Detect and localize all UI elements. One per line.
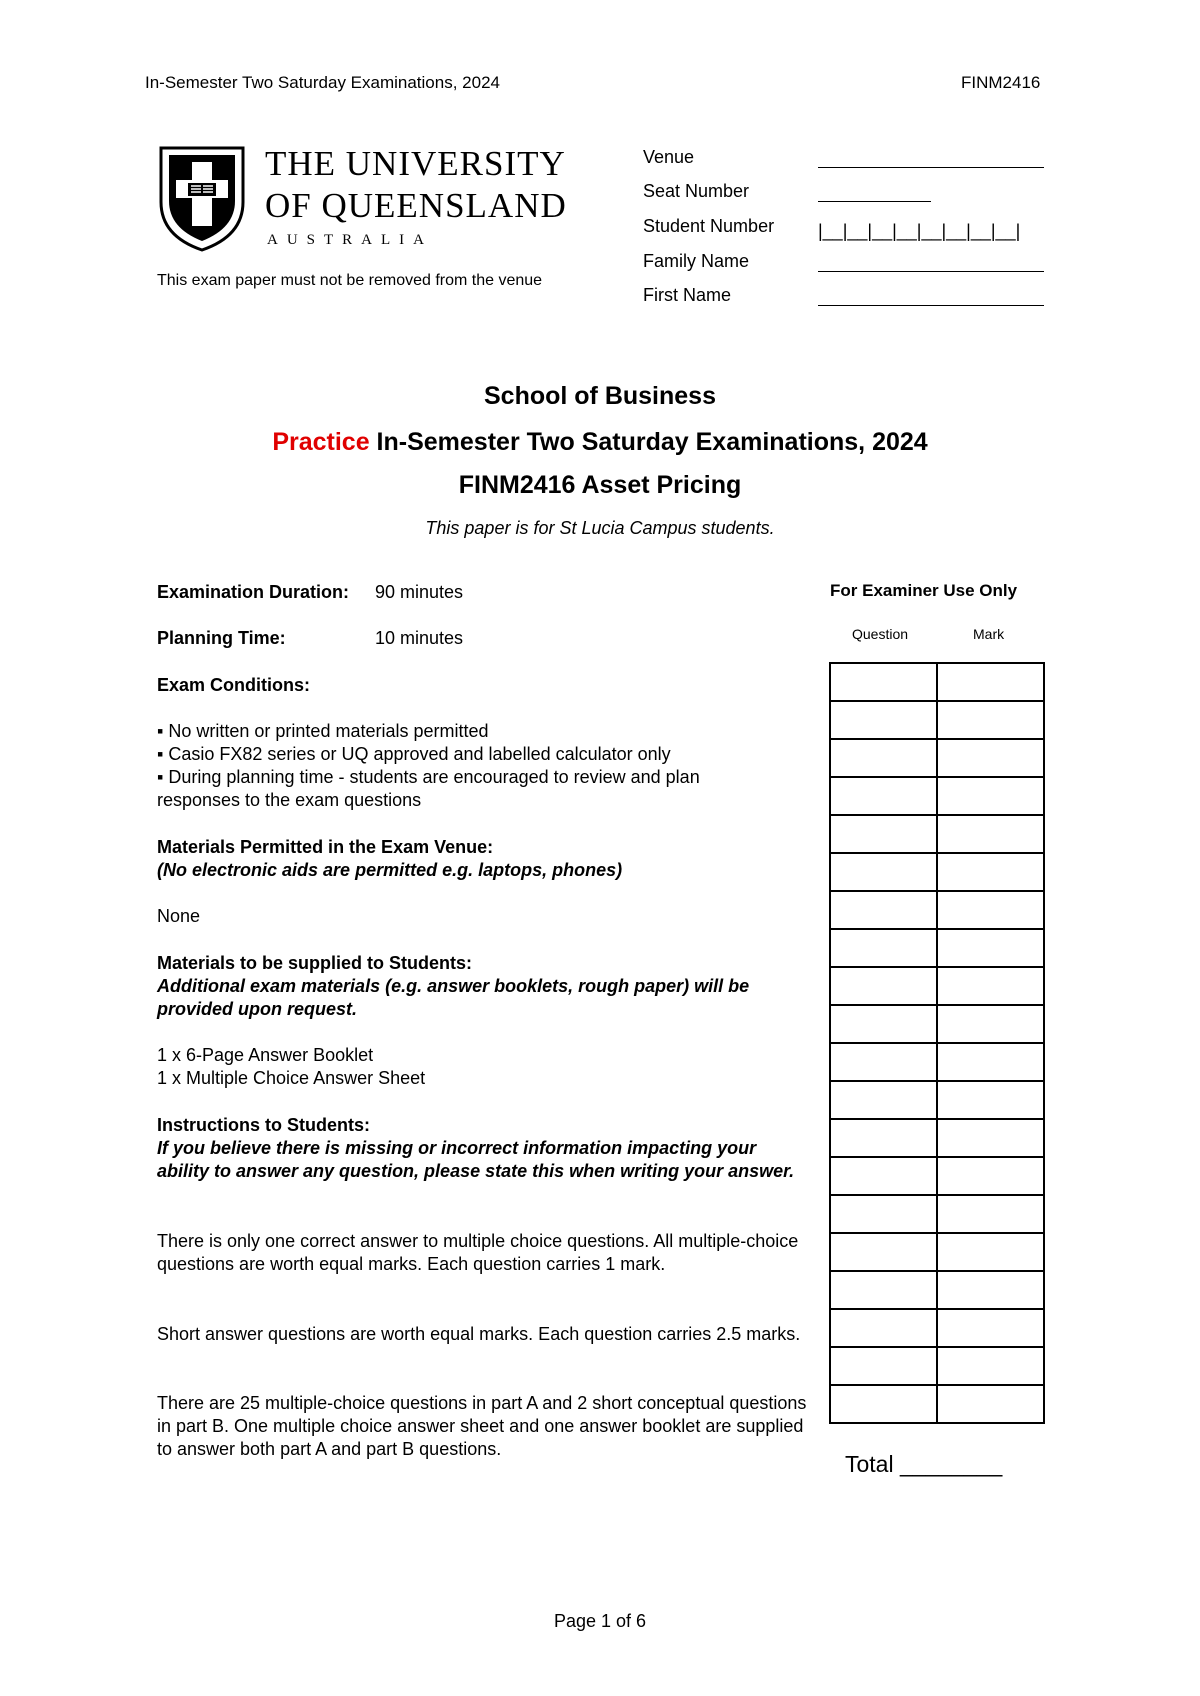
question-cell[interactable]	[830, 967, 937, 1005]
mark-cell[interactable]	[937, 929, 1044, 967]
question-cell[interactable]	[830, 1043, 937, 1081]
instructions-note: If you believe there is missing or incorrect information impacting your ability to answer any question, please state this when writing your answer.	[157, 1138, 795, 1181]
mark-cell[interactable]	[937, 1005, 1044, 1043]
mark-cell[interactable]	[937, 663, 1044, 701]
mark-cell[interactable]	[937, 1195, 1044, 1233]
supplied-note: Additional exam materials (e.g. answer booklets, rough paper) will be provided upon request.	[157, 976, 750, 1019]
table-row	[830, 663, 1044, 701]
total-field[interactable]: Total ________	[845, 1451, 1003, 1477]
table-row	[830, 891, 1044, 929]
table-row	[830, 1081, 1044, 1119]
mark-cell[interactable]	[937, 739, 1044, 777]
question-cell[interactable]	[830, 815, 937, 853]
table-row	[830, 1347, 1044, 1385]
mark-cell[interactable]	[937, 1233, 1044, 1271]
question-cell[interactable]	[830, 1233, 937, 1271]
table-row	[830, 1233, 1044, 1271]
mark-cell[interactable]	[937, 1309, 1044, 1347]
list-item: ▪ No written or printed materials permitted	[157, 721, 489, 741]
table-row	[830, 1271, 1044, 1309]
seat-number-field[interactable]	[818, 201, 931, 202]
marks-table	[829, 662, 1045, 1424]
table-row	[830, 739, 1044, 777]
question-cell[interactable]	[830, 891, 937, 929]
student-number-label: Student Number	[643, 216, 775, 236]
mark-cell[interactable]	[937, 701, 1044, 739]
mark-cell[interactable]	[937, 1385, 1044, 1423]
materials-value: None	[157, 906, 201, 926]
table-row	[830, 815, 1044, 853]
list-item: 1 x Multiple Choice Answer Sheet	[157, 1068, 426, 1088]
practice-label: Practice	[272, 428, 370, 456]
mark-column-header: Mark	[973, 626, 1005, 642]
exam-title	[0, 428, 1200, 457]
question-cell[interactable]	[830, 739, 937, 777]
table-row	[830, 967, 1044, 1005]
table-row	[830, 1043, 1044, 1081]
duration-value: 90 minutes	[375, 582, 464, 602]
instructions-heading: Instructions to Students:	[157, 1115, 370, 1135]
logo-line-3: AUSTRALIA	[267, 232, 433, 248]
question-cell[interactable]	[830, 1309, 937, 1347]
mark-cell[interactable]	[937, 1081, 1044, 1119]
mark-cell[interactable]	[937, 967, 1044, 1005]
running-header-title: In-Semester Two Saturday Examinations, 2024	[145, 73, 500, 92]
table-row	[830, 929, 1044, 967]
uq-crest-icon	[157, 144, 247, 252]
question-cell[interactable]	[830, 1005, 937, 1043]
campus-note: This paper is for St Lucia Campus students.	[425, 518, 775, 538]
mark-cell[interactable]	[937, 1157, 1044, 1195]
table-row	[830, 1157, 1044, 1195]
question-cell[interactable]	[830, 663, 937, 701]
table-row	[830, 1119, 1044, 1157]
school-title: School of Business	[484, 382, 716, 410]
venue-label: Venue	[643, 147, 695, 167]
question-cell[interactable]	[830, 1157, 937, 1195]
mcq-paragraph: There is only one correct answer to multiple choice questions. All multiple-choice questions are worth equal marks. Each question carries 1 mark.	[157, 1231, 799, 1274]
student-number-field[interactable]: |__|__|__|__|__|__|__|__|	[818, 221, 1021, 241]
table-row	[830, 853, 1044, 891]
logo-line-2: OF QUEENSLAND	[265, 186, 567, 225]
seat-number-label: Seat Number	[643, 181, 750, 201]
conditions-list	[157, 720, 807, 812]
planning-row	[157, 627, 807, 650]
uq-logo	[157, 144, 577, 254]
question-cell[interactable]	[830, 777, 937, 815]
family-name-field[interactable]	[818, 271, 1044, 272]
table-row	[830, 701, 1044, 739]
mark-cell[interactable]	[937, 777, 1044, 815]
list-item: ▪ Casio FX82 series or UQ approved and labelled calculator only	[157, 744, 671, 764]
question-cell[interactable]	[830, 1119, 937, 1157]
removal-notice: This exam paper must not be removed from the venue	[157, 272, 543, 289]
venue-field[interactable]	[818, 167, 1044, 168]
mark-cell[interactable]	[937, 1043, 1044, 1081]
mark-cell[interactable]	[937, 1119, 1044, 1157]
course-title: FINM2416 Asset Pricing	[458, 471, 742, 499]
table-row	[830, 1005, 1044, 1043]
exam-name: In-Semester Two Saturday Examinations, 2024	[369, 428, 928, 456]
materials-heading: Materials Permitted in the Exam Venue:	[157, 837, 494, 857]
duration-label: Examination Duration:	[157, 582, 350, 602]
logo-line-1: THE UNIVERSITY	[265, 144, 566, 183]
question-cell[interactable]	[830, 1271, 937, 1309]
question-cell[interactable]	[830, 1195, 937, 1233]
running-header-course: FINM2416	[961, 73, 1041, 92]
question-cell[interactable]	[830, 853, 937, 891]
duration-row	[157, 581, 807, 604]
first-name-label: First Name	[643, 285, 732, 305]
mark-cell[interactable]	[937, 815, 1044, 853]
mark-cell[interactable]	[937, 1347, 1044, 1385]
first-name-field[interactable]	[818, 305, 1044, 306]
list-item: 1 x 6-Page Answer Booklet	[157, 1045, 374, 1065]
conditions-heading: Exam Conditions:	[157, 675, 311, 695]
question-cell[interactable]	[830, 929, 937, 967]
supplied-list	[157, 1044, 807, 1090]
structure-paragraph: There are 25 multiple-choice questions in part A and 2 short conceptual questions in part B. One multiple choice answer sheet and one answer booklet are supplied to answer both part A and part B questions.	[157, 1393, 807, 1459]
planning-label: Planning Time:	[157, 628, 286, 648]
question-cell[interactable]	[830, 1385, 937, 1423]
question-cell[interactable]	[830, 1081, 937, 1119]
mark-cell[interactable]	[937, 891, 1044, 929]
table-row	[830, 1195, 1044, 1233]
supplied-heading: Materials to be supplied to Students:	[157, 953, 473, 973]
materials-note: (No electronic aids are permitted e.g. laptops, phones)	[157, 860, 623, 880]
examiner-heading: For Examiner Use Only	[830, 581, 1018, 600]
list-item: ▪ During planning time - students are encouraged to review and plan responses to the exam questions	[157, 767, 700, 810]
question-column-header: Question	[852, 626, 909, 642]
page-number: Page 1 of 6	[553, 1611, 647, 1631]
question-cell[interactable]	[830, 1347, 937, 1385]
mark-cell[interactable]	[937, 853, 1044, 891]
short-answer-paragraph: Short answer questions are worth equal marks. Each question carries 2.5 marks.	[157, 1324, 801, 1344]
question-cell[interactable]	[830, 701, 937, 739]
table-row	[830, 777, 1044, 815]
planning-value: 10 minutes	[375, 628, 464, 648]
mark-cell[interactable]	[937, 1271, 1044, 1309]
family-name-label: Family Name	[643, 251, 750, 271]
table-row	[830, 1385, 1044, 1423]
table-row	[830, 1309, 1044, 1347]
